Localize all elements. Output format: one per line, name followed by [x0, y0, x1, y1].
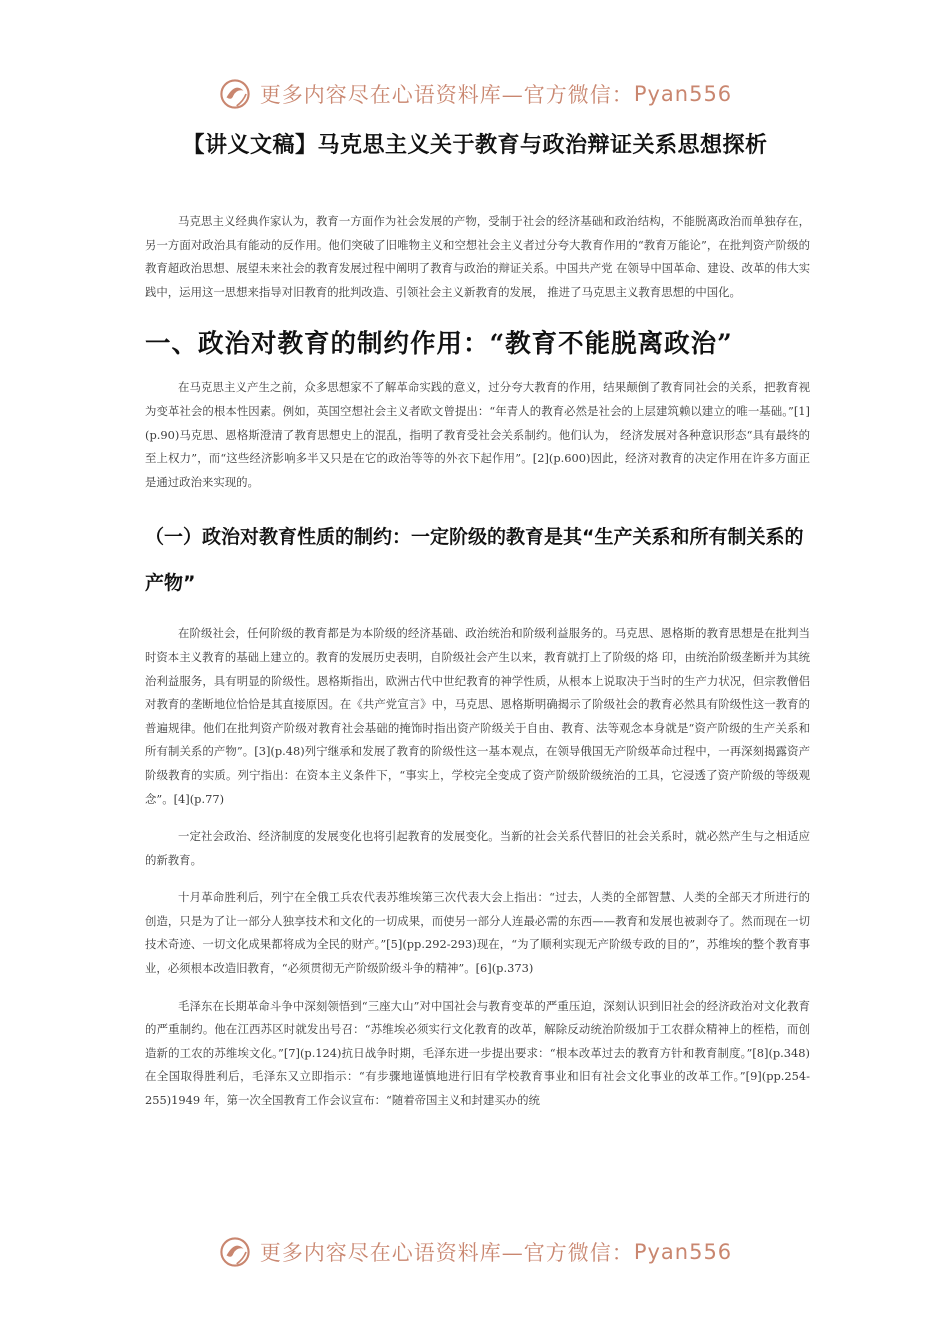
wechat-id: Pyan556	[633, 82, 733, 106]
watermark-text: 更多内容尽在心语资料库—官方微信：	[259, 83, 634, 107]
body-paragraph: 一定社会政治、经济制度的发展变化也将引起教育的发展变化。当新的社会关系代替旧的社会关系时，就必然产生与之相适应的新教育。	[145, 829, 810, 867]
wechat-id: Pyan556	[633, 1240, 733, 1264]
section-paragraph: 在马克思主义产生之前，众多思想家不了解革命实践的意义，过分夸大教育的作用，结果颠倒了教育同社会的关系，把教育视为变革社会的根本性因素。例如，英国空想社会主义者欧文曾提出：“年青人的教育必然是社会的上层建筑赖以建立的唯一基础。”[1](p.90)马克思、恩格斯澄清了教育思想史上的混乱，指明了教育受社会关系制约。他们认为， 经济发展对各种意识形态“具有最终的至上权力”，而“这些经济影响多半又只是在它的政治等等的外衣下起作用”。[2](p.600)因此，经济对教育的决定作用在许多方面正是通过政治来实现的。	[145, 380, 810, 489]
top-watermark-banner	[0, 74, 950, 114]
document-title: 【讲义文稿】马克思主义关于教育与政治辩证关系思想探析	[182, 133, 768, 158]
intro-paragraph: 马克思主义经典作家认为，教育一方面作为社会发展的产物，受制于社会的经济基础和政治结构，不能脱离政治而单独存在，另一方面对政治具有能动的反作用。他们突破了旧唯物主义和空想社会主义者过分夸大教育作用的“教育万能论”，在批判资产阶级的教育超政治思想、展望未来社会的教育发展过程中阐明了教育与政治的辩证关系。中国共产党 在领导中国革命、建设、改革的伟大实践中，运用这一思想来指导对旧教育的批判改造、引领社会主义新教育的发展， 推进了马克思主义教育思想的中国化。	[145, 214, 810, 299]
document-body	[145, 210, 810, 1113]
body-paragraph: 十月革命胜利后，列宁在全俄工兵农代表苏维埃第三次代表大会上指出：“过去，人类的全部智慧、人类的全部天才所进行的创造，只是为了让一部分人独享技术和文化的一切成果，而使另一部分人连最必需的东西——教育和发展也被剥夺了。然而现在一切技术奇迹、一切文化成果都将成为全民的财产。”[5](pp.292-293)现在，“为了顺利实现无产阶级专政的目的”，苏维埃的整个教育事业，必须根本改造旧教育，“必须贯彻无产阶级阶级斗争的精神”。[6](p.373)	[145, 890, 810, 976]
section-heading: 一、政治对教育的制约作用：“教育不能脱离政治”	[145, 329, 733, 360]
body-paragraph: 毛泽东在长期革命斗争中深刻领悟到“三座大山”对中国社会与教育变革的严重压迫，深刻认识到旧社会的经济政治对文化教育的严重制约。他在江西苏区时就发出号召：“苏维埃必须实行文化教育的改革，解除反动统治阶级加于工农群众精神上的桎梏，而创造新的工农的苏维埃文化。”[7](p.124)抗日战争时期，毛泽东进一步提出要求：“根本改革过去的教育方针和教育制度。”[8](p.348)在全国取得胜利后，毛泽东又立即指示：“有步骤地谨慎地进行旧有学校教育事业和旧有社会文化事业的改革工作。”[9](pp.254-255)1949 年，第一次全国教育工作会议宣布：“随着帝国主义和封建买办的统	[145, 998, 810, 1108]
body-paragraph: 在阶级社会，任何阶级的教育都是为本阶级的经济基础、政治统治和阶级利益服务的。马克思、恩格斯的教育思想是在批判当时资本主义教育的基础上建立的。教育的发展历史表明，自阶级社会产生以来，教育就打上了阶级的烙 印，由统治阶级垄断并为其统治利益服务，具有明显的阶级性。恩格斯指出，欧洲古代中世纪教育的神学性质，从根本上说取决于当时的生产力状况，但宗教僧侣对教育的垄断地位恰恰是其直接原因。在《共产党宣言》中，马克思、恩格斯明确揭示了阶级社会的教育必然具有阶级性这一教育的普遍规律。他们在批判资产阶级对教育社会基础的掩饰时指出资产阶级关于自由、教育、法等观念本身就是“资产阶级的生产关系和所有制关系的产物”。[3](p.48)列宁继承和发展了教育的阶级性这一基本观点，在领导俄国无产阶级革命过程中，一再深刻揭露资产阶级教育的实质。列宁指出：在资本主义条件下，“事实上，学校完全变成了资产阶级阶级统治的工具，它浸透了资产阶级的等级观念”。[4](p.77)	[145, 626, 810, 806]
subsection-heading: （一）政治对教育性质的制约：一定阶级的教育是其“生产关系和所有制关系的产物”	[145, 526, 804, 595]
bottom-watermark-banner	[0, 1232, 950, 1272]
brand-logo-icon	[218, 77, 252, 111]
brand-logo-icon	[218, 1235, 252, 1269]
watermark-text: 更多内容尽在心语资料库—官方微信：	[259, 1241, 634, 1265]
